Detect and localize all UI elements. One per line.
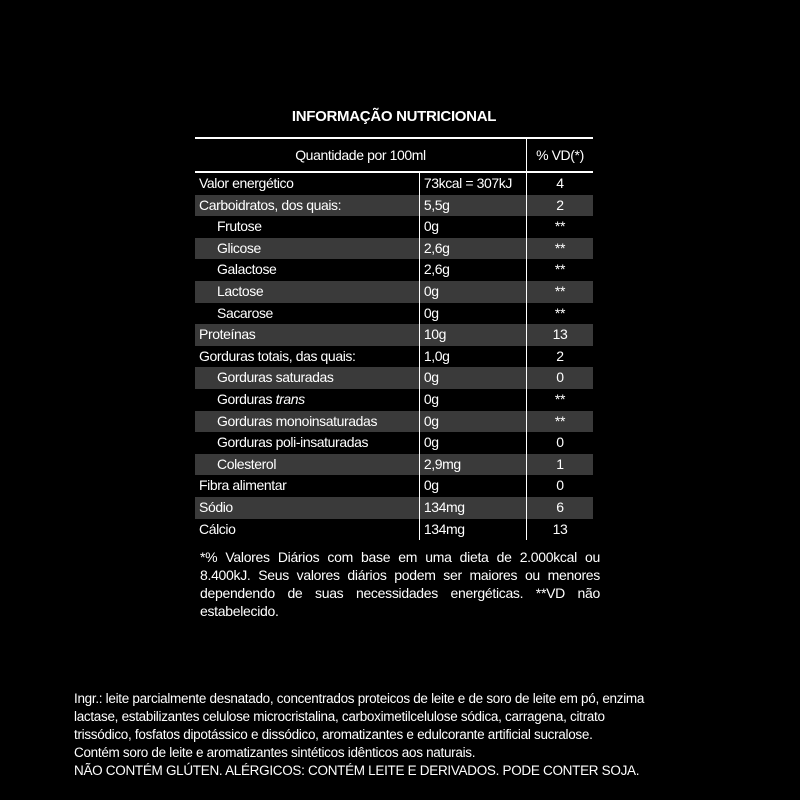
ingredients-line: Ingr.: leite parcialmente desnatado, concentrados proteicos de leite e de soro de leite em pó, enzima bbox=[74, 691, 645, 706]
table-header bbox=[195, 138, 593, 172]
nutrient-vd: 0 bbox=[526, 432, 593, 454]
table-row bbox=[195, 432, 593, 454]
nutrient-name: Gorduras saturadas bbox=[217, 369, 334, 386]
table-row bbox=[195, 497, 593, 519]
table-row bbox=[195, 238, 593, 260]
ingredients-line: lactase, estabilizantes celulose microcristalina, carboximetilcelulose sódica, carragena, citrato bbox=[74, 709, 605, 724]
nutrient-vd: ** bbox=[526, 238, 593, 260]
nutrient-vd: 4 bbox=[526, 172, 593, 195]
nutrient-quantity: 0g bbox=[419, 216, 526, 238]
nutrient-vd: 0 bbox=[526, 367, 593, 389]
nutrient-quantity: 0g bbox=[419, 389, 526, 411]
nutrient-quantity: 2,9mg bbox=[419, 454, 526, 476]
nutrient-name: Glicose bbox=[217, 239, 261, 256]
header-quantity: Quantidade por 100ml bbox=[195, 138, 526, 172]
nutrient-name: Gorduras monoinsaturadas bbox=[217, 412, 378, 429]
table-row bbox=[195, 411, 593, 433]
nutrition-title: INFORMAÇÃO NUTRICIONAL bbox=[291, 108, 497, 125]
nutrient-name: Gorduras poli-insaturadas bbox=[217, 434, 369, 451]
nutrient-name: Cálcio bbox=[199, 520, 236, 537]
nutrient-vd: 2 bbox=[526, 195, 593, 217]
nutrient-vd: ** bbox=[526, 281, 593, 303]
nutrient-quantity: 2,6g bbox=[419, 259, 526, 281]
nutrition-table bbox=[195, 137, 593, 540]
nutrient-vd: 13 bbox=[526, 519, 593, 541]
nutrient-vd: ** bbox=[526, 216, 593, 238]
nutrient-quantity: 0g bbox=[419, 367, 526, 389]
table-row bbox=[195, 346, 593, 368]
nutrient-vd: ** bbox=[526, 389, 593, 411]
nutrient-name: Frutose bbox=[217, 218, 262, 235]
nutrient-name: Gorduras totais, das quais: bbox=[199, 347, 356, 364]
ingredients-line: Contém soro de leite e aromatizantes sintéticos idênticos aos naturais. bbox=[74, 745, 476, 760]
nutrient-quantity: 2,6g bbox=[419, 238, 526, 260]
nutrient-quantity: 10g bbox=[419, 324, 526, 346]
nutrient-vd: ** bbox=[526, 303, 593, 325]
nutrient-quantity: 0g bbox=[419, 475, 526, 497]
table-row bbox=[195, 454, 593, 476]
nutrient-vd: 6 bbox=[526, 497, 593, 519]
nutrient-name: Sódio bbox=[199, 498, 233, 515]
nutrient-name: Fibra alimentar bbox=[199, 477, 287, 494]
nutrient-quantity: 73kcal = 307kJ bbox=[419, 172, 526, 195]
nutrient-name: Gorduras trans bbox=[217, 390, 305, 407]
nutrient-name: Valor energético bbox=[199, 175, 294, 191]
nutrient-name: Colesterol bbox=[217, 455, 277, 472]
nutrient-quantity: 5,5g bbox=[419, 195, 526, 217]
nutrient-name: Carboidratos, dos quais: bbox=[199, 196, 342, 213]
header-vd: % VD(*) bbox=[526, 138, 593, 172]
nutrient-vd: 13 bbox=[526, 324, 593, 346]
nutrient-name: Galactose bbox=[217, 261, 277, 278]
nutrient-vd: 0 bbox=[526, 475, 593, 497]
table-row bbox=[195, 195, 593, 217]
nutrient-quantity: 0g bbox=[419, 432, 526, 454]
table-row bbox=[195, 216, 593, 238]
nutrient-quantity: 0g bbox=[419, 411, 526, 433]
nutrient-quantity: 134mg bbox=[419, 519, 526, 541]
nutrient-quantity: 0g bbox=[419, 281, 526, 303]
nutrient-vd: 1 bbox=[526, 454, 593, 476]
allergen-warning: NÃO CONTÉM GLÚTEN. ALÉRGICOS: CONTÉM LEITE E DERIVADOS. PODE CONTER SOJA. bbox=[74, 763, 640, 778]
table-row bbox=[195, 281, 593, 303]
table-row bbox=[195, 519, 593, 541]
nutrient-vd: ** bbox=[526, 411, 593, 433]
table-row bbox=[195, 172, 593, 195]
table-row bbox=[195, 389, 593, 411]
ingredients-list bbox=[74, 690, 764, 780]
nutrient-name: Lactose bbox=[217, 282, 264, 299]
table-row bbox=[195, 475, 593, 497]
nutrient-quantity: 134mg bbox=[419, 497, 526, 519]
nutrient-quantity: 1,0g bbox=[419, 346, 526, 368]
ingredients-line: trissódico, fosfatos dipotássico e dissódico, aromatizantes e edulcorante artificial sucralose. bbox=[74, 727, 593, 742]
nutrient-vd: ** bbox=[526, 259, 593, 281]
table-row bbox=[195, 303, 593, 325]
table-row bbox=[195, 259, 593, 281]
table-row bbox=[195, 324, 593, 346]
daily-values-footnote: *% Valores Diários com base em uma dieta de 2.000kcal ou 8.400kJ. Seus valores diários podem ser maiores ou menores dependendo de suas necessidades energéticas. **VD não estabelecido. bbox=[200, 549, 600, 619]
nutrient-name: Sacarose bbox=[217, 304, 273, 321]
table-row bbox=[195, 367, 593, 389]
nutrient-vd: 2 bbox=[526, 346, 593, 368]
nutrient-quantity: 0g bbox=[419, 303, 526, 325]
nutrient-name: Proteínas bbox=[199, 326, 256, 343]
